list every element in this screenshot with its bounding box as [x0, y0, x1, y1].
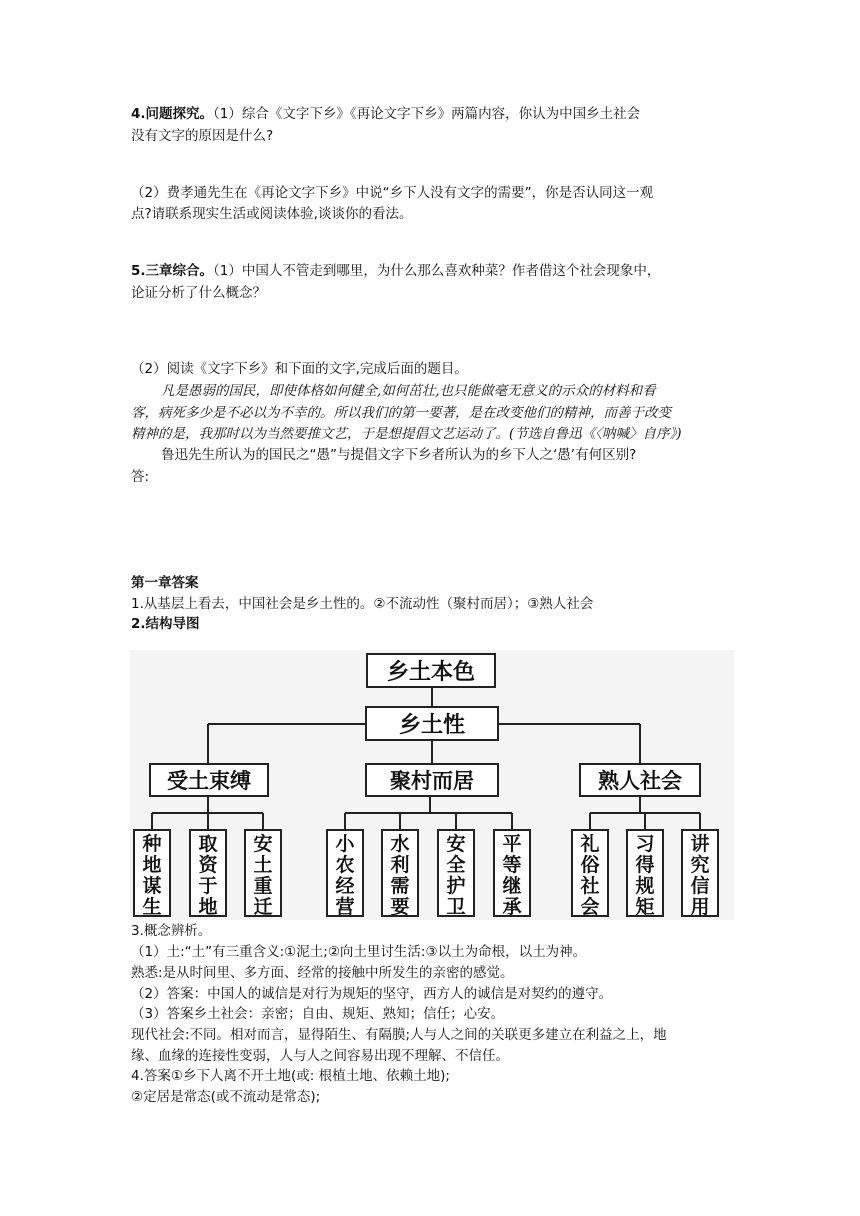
quote-line-3: 精神的是，我那时以为当然要推文艺，于是想提倡文艺运动了。(节选自鲁迅《〈呐喊〉自序》) — [131, 426, 682, 442]
leaf-label: 讲究信用 — [690, 833, 710, 918]
leaf-boxes — [134, 830, 718, 918]
q5-question: 鲁迅先生所认为的国民之“愚”与提倡文字下乡者所认为的乡下人之‘愚’有何区别? — [161, 447, 637, 463]
answer-3-line-3: （2）答案：中国人的诚信是对行为规矩的坚守，西方人的诚信是对契约的遵守。 — [131, 986, 613, 1002]
q5-part2-intro: （2）阅读《文字下乡》和下面的文字,完成后面的题目。 — [131, 361, 468, 377]
q5-answer-label: 答: — [131, 469, 150, 485]
answer-4-line-1: 4.答案①乡下人离不开土地(或: 根植土地、依赖土地); — [131, 1068, 450, 1084]
q5-part1-text: （1）中国人不管走到哪里，为什么那么喜欢种菜？作者借这个社会现象中， — [213, 263, 661, 279]
q4-heading: 4.问题探究。 — [131, 106, 214, 122]
leaf-label: 礼俗社会 — [580, 833, 600, 918]
structure-diagram — [130, 650, 734, 920]
chapter-1-answer-title: 第一章答案 — [131, 575, 199, 591]
quote-line-2: 客，病死多少是不必以为不幸的。所以我们的第一要著，是在改变他们的精神，而善于改变 — [131, 405, 671, 421]
q4-part1-text: （1）综合《文字下乡》《再论文字下乡》两篇内容，你认为中国乡土社会 — [213, 106, 641, 122]
level1-label: 乡土性 — [398, 713, 466, 738]
leaf-label: 安土重迁 — [253, 833, 273, 918]
leaf-label: 水利需要 — [390, 833, 410, 918]
answer-3-title: 3.概念辨析。 — [131, 923, 212, 939]
answer-3-line-1: （1）土:“土”有三重含义:①泥土;②向土里讨生活:③以土为命根，以土为神。 — [131, 944, 587, 960]
leaf-label: 取资于地 — [198, 833, 218, 918]
answer-2-title: 2.结构导图 — [131, 616, 200, 632]
group-label-1: 受土束缚 — [167, 769, 251, 793]
leaf-label: 小农经营 — [335, 833, 355, 918]
group-label-2: 聚村而居 — [390, 769, 474, 793]
leaf-label: 习得规矩 — [635, 833, 655, 918]
group-label-3: 熟人社会 — [598, 769, 682, 793]
q5-heading: 5.三章综合。 — [131, 263, 214, 279]
q4-paragraph-1-line-1 — [131, 103, 731, 125]
answer-4-line-2: ②定居是常态(或不流动是常态); — [131, 1089, 321, 1105]
root-label: 乡土本色 — [386, 660, 476, 685]
answer-1: 1.从基层上看去，中国社会是乡土性的。②不流动性（聚村而居）；③熟人社会 — [131, 596, 594, 612]
answer-3-line-5: 现代社会:不同。相对而言，显得陌生、有隔膜;人与人之间的关联更多建立在利益之上，地 — [131, 1027, 667, 1043]
q4-paragraph-2-line-2: 点?请联系现实生活或阅读体验,谈谈你的看法。 — [131, 206, 413, 222]
quote-line-1: 凡是愚弱的国民，即使体格如何健全,如何茁壮,也只能做毫无意义的示众的材料和看 — [161, 383, 656, 399]
leaf-label: 平等继承 — [502, 833, 522, 918]
leaf-label: 安全护卫 — [446, 833, 466, 918]
structure-diagram-svg — [130, 650, 734, 920]
leaf-label: 种地谋生 — [142, 833, 162, 918]
answer-3-line-4: （3）答案乡土社会：亲密；自由、规矩、熟知；信任；心安。 — [131, 1006, 505, 1022]
answer-3-line-6: 缘、血缘的连接性变弱，人与人之间容易出现不理解、不信任。 — [131, 1048, 509, 1064]
q5-paragraph-1-line-1 — [131, 260, 731, 282]
q4-paragraph-1-line-2: 没有文字的原因是什么? — [131, 128, 274, 144]
answer-3-line-2: 熟悉:是从时间里、多方面、经常的接触中所发生的亲密的感觉。 — [131, 965, 514, 981]
q4-paragraph-2-line-1: （2）费孝通先生在《再论文字下乡》中说“乡下人没有文字的需要”，你是否认同这一观 — [131, 185, 654, 201]
q5-paragraph-1-line-2: 论证分析了什么概念？ — [131, 285, 266, 301]
